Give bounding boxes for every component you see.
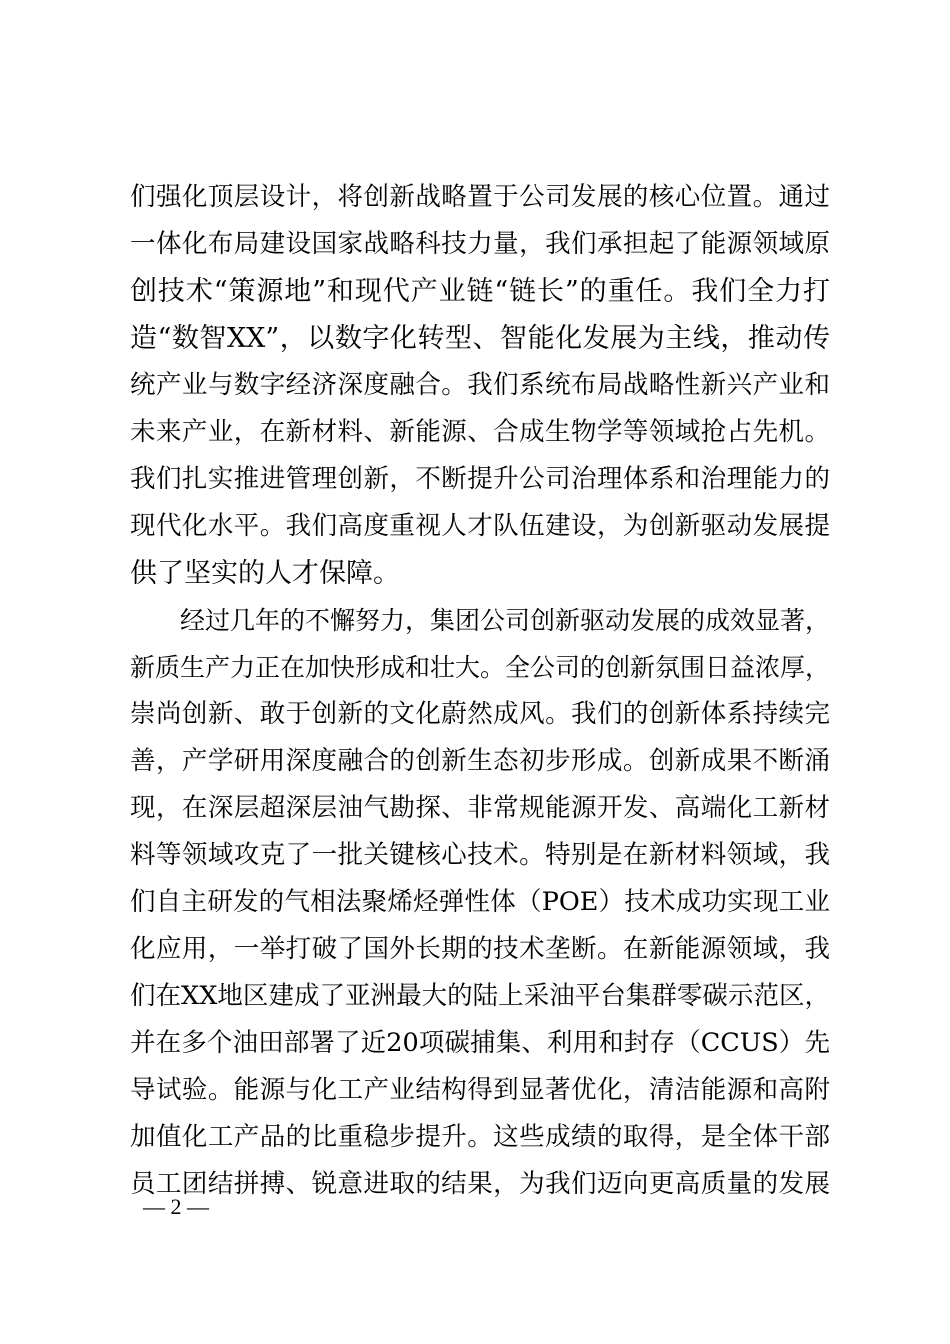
- text-line: 统产业与数字经济深度融合。我们系统布局战略性新兴产业和: [130, 370, 830, 400]
- text-line: 我们扎实推进管理创新，不断提升公司治理体系和治理能力的: [130, 464, 830, 494]
- text-line: 一体化布局建设国家战略科技力量，我们承担起了能源领域原: [130, 229, 830, 259]
- text-line: 并在多个油田部署了近20项碳捕集、利用和封存（CCUS）先: [130, 1028, 830, 1058]
- text-line: 供了坚实的人才保障。: [130, 558, 400, 589]
- text-line: 们在XX地区建成了亚洲最大的陆上采油平台集群零碳示范区，: [130, 981, 830, 1011]
- text-line: 们自主研发的气相法聚烯烃弹性体（POE）技术成功实现工业: [130, 887, 830, 917]
- text-line: 现代化水平。我们高度重视人才队伍建设，为创新驱动发展提: [130, 511, 830, 541]
- text-line: 新质生产力正在加快形成和壮大。全公司的创新氛围日益浓厚，: [130, 653, 831, 682]
- text-line: 创技术“策源地”和现代产业链“链长”的重任。我们全力打: [130, 276, 830, 307]
- body-text: [130, 174, 830, 1208]
- text-line: 经过几年的不懈努力，集团公司创新驱动发展的成效显著，: [130, 606, 831, 635]
- text-line: 导试验。能源与化工产业结构得到显著优化，清洁能源和高附: [130, 1075, 830, 1105]
- text-line: 造“数智XX”，以数字化转型、智能化发展为主线，推动传: [130, 323, 830, 354]
- text-line: 加值化工产品的比重稳步提升。这些成绩的取得，是全体干部: [130, 1122, 830, 1152]
- text-line: 未来产业，在新材料、新能源、合成生物学等领域抢占先机。: [130, 417, 830, 447]
- text-line: 化应用，一举打破了国外长期的技术垄断。在新能源领域，我: [130, 934, 830, 964]
- page-number: — 2 —: [143, 1194, 209, 1219]
- text-line: 善，产学研用深度融合的创新生态初步形成。创新成果不断涌: [130, 746, 830, 776]
- text-line: 员工团结拼搏、锐意进取的结果，为我们迈向更高质量的发展: [130, 1169, 830, 1199]
- text-line: 现，在深层超深层油气勘探、非常规能源开发、高端化工新材: [130, 793, 830, 823]
- text-line: 崇尚创新、敢于创新的文化蔚然成风。我们的创新体系持续完: [130, 699, 830, 729]
- text-line: 料等领域攻克了一批关键核心技术。特别是在新材料领域，我: [130, 840, 830, 870]
- text-line: 们强化顶层设计，将创新战略置于公司发展的核心位置。通过: [130, 182, 830, 212]
